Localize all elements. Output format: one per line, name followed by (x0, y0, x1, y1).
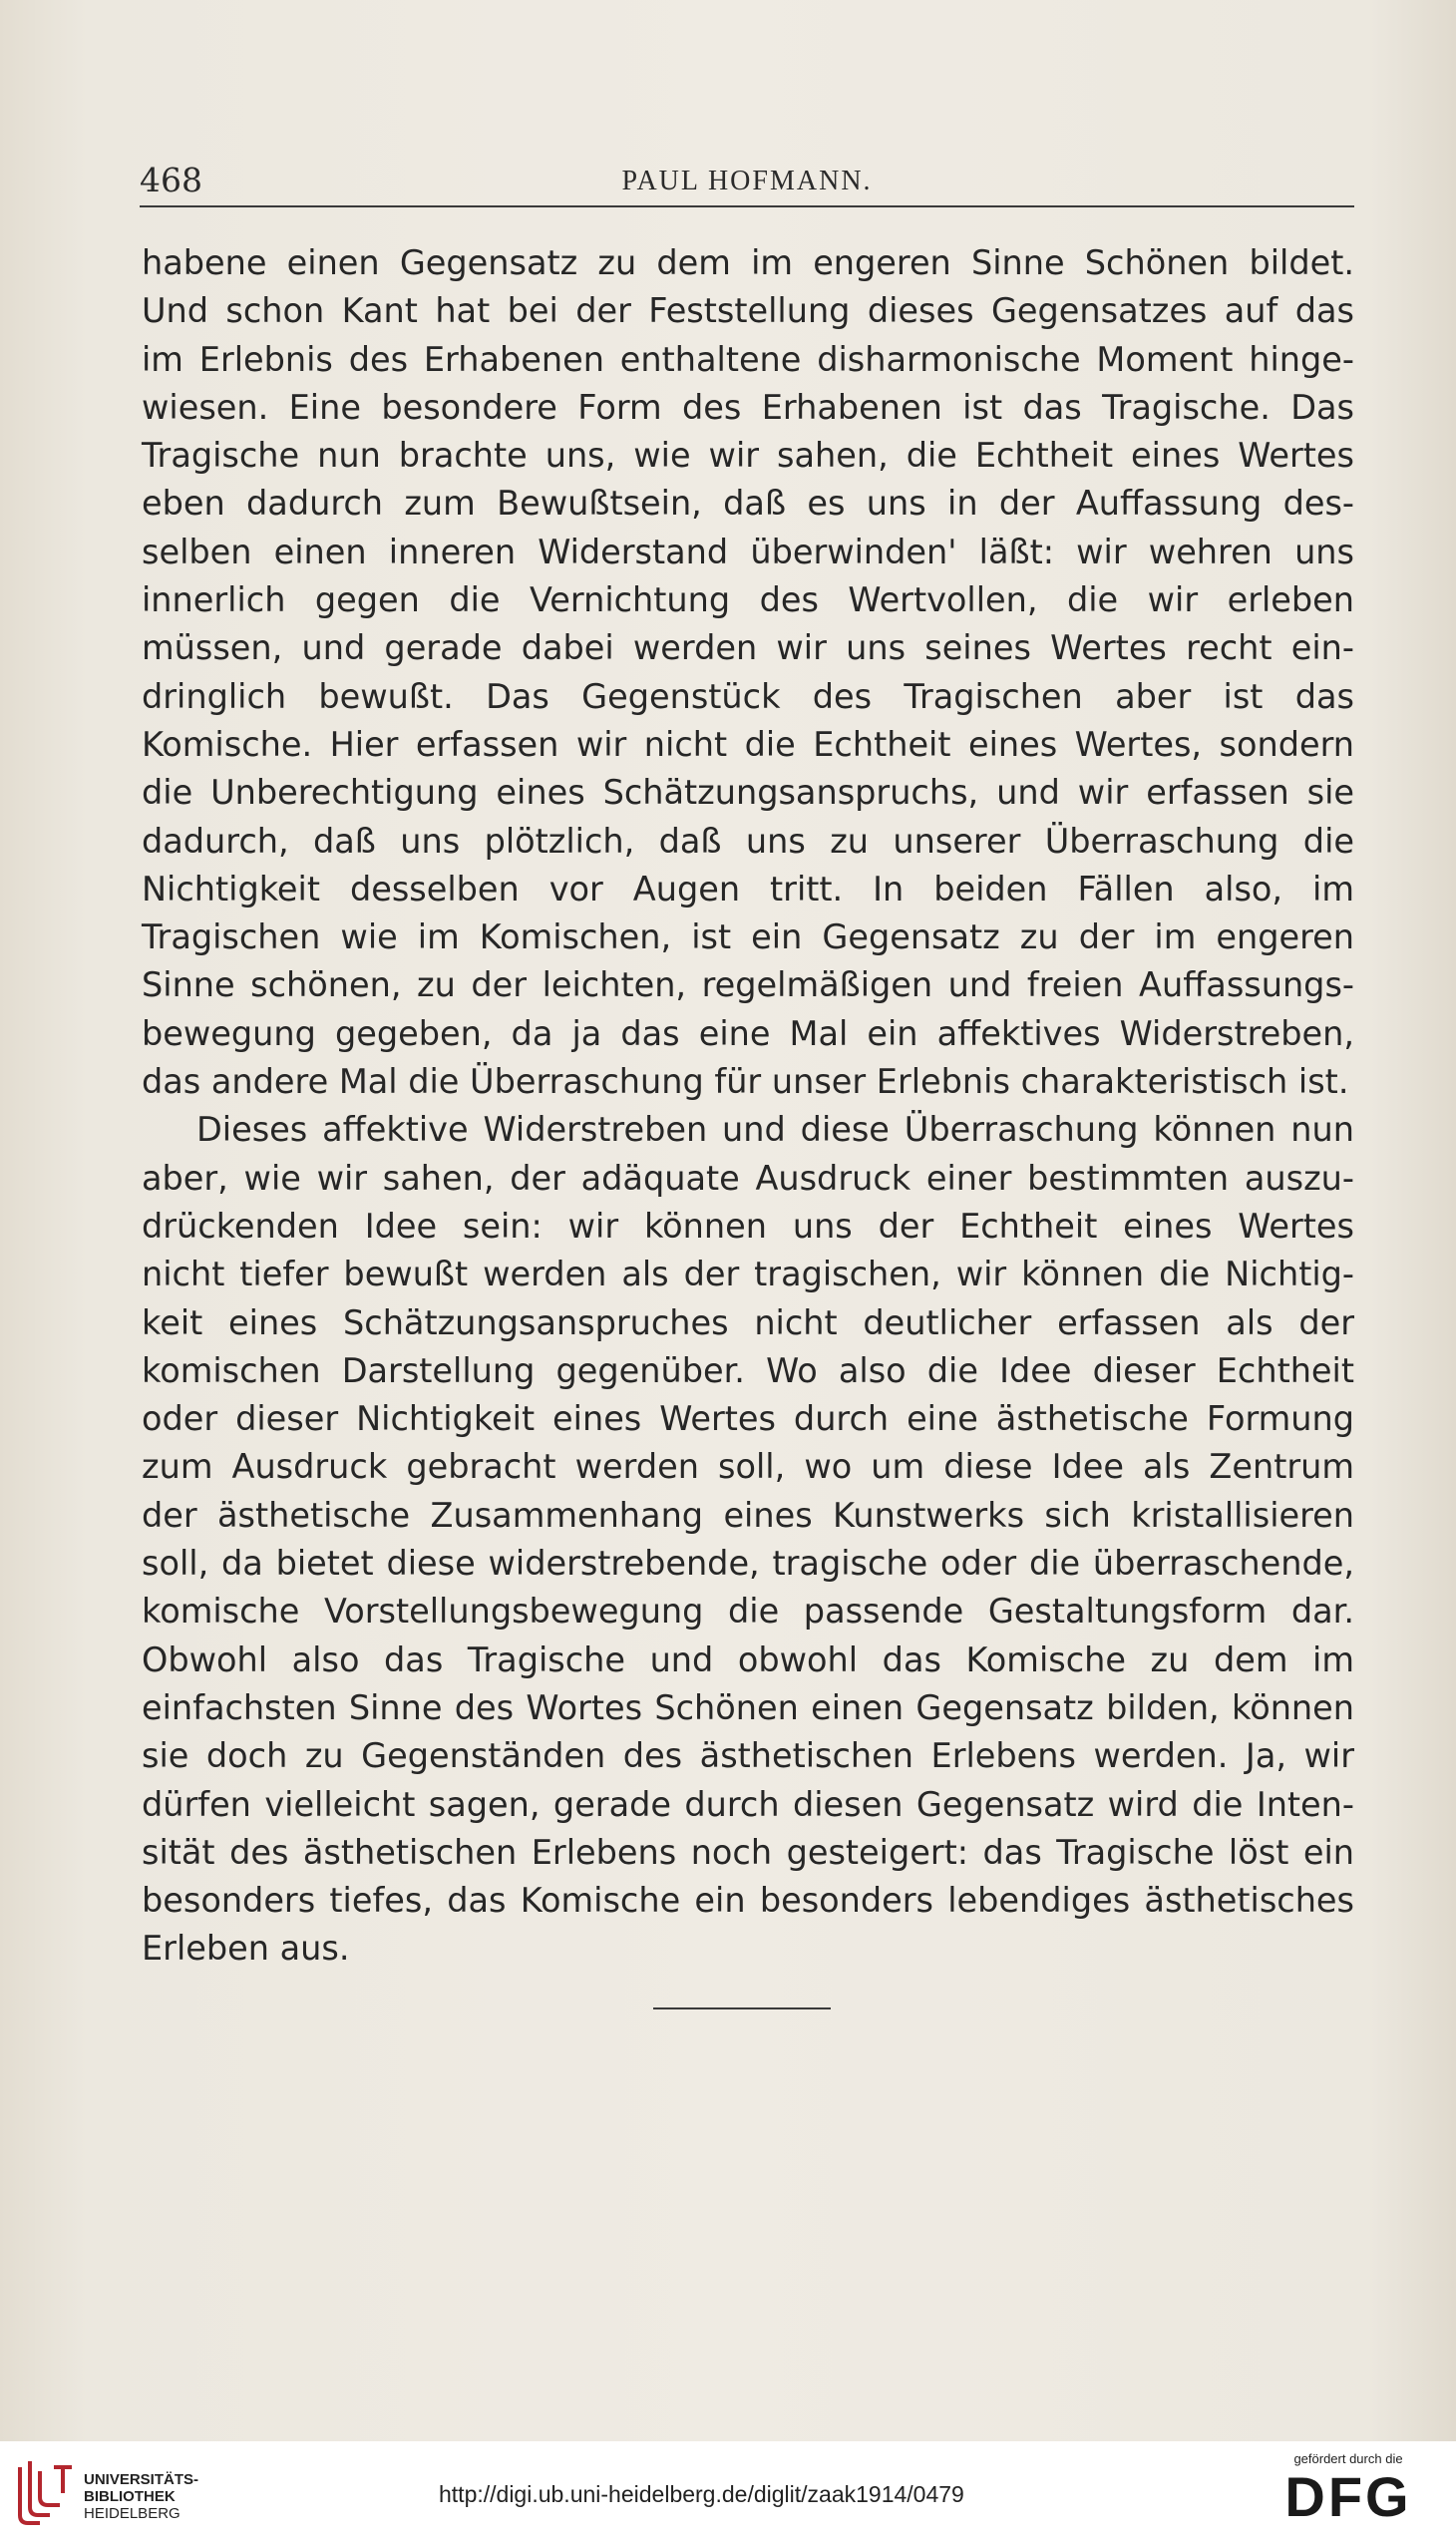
text-line: Und schon Kant hat bei der Feststellung dieses Gegensatzes auf das (142, 291, 1354, 331)
text-line: habene einen Gegensatz zu dem im engeren Sinne Schönen bildet. (142, 243, 1354, 282)
library-line-3: HEIDELBERG (84, 2505, 181, 2522)
paragraph-1 (142, 239, 1354, 1106)
text-line: sität des ästhetischen Erlebens noch gesteigert: das Tragische löst ein (142, 1832, 1354, 1872)
text-line: soll, da bietet diese widerstrebende, tragische oder die überraschende, (142, 1544, 1354, 1584)
text-line: keit eines Schätzungsanspruches nicht deutlicher erfassen als der (142, 1302, 1354, 1342)
text-line: nicht tiefer bewußt werden als der tragischen, wir können die Nichtig- (142, 1255, 1354, 1294)
body-text (142, 239, 1354, 1974)
text-line: selben einen inneren Widerstand überwinden' läßt: wir wehren uns (142, 532, 1354, 571)
text-line: Tragischen wie im Komischen, ist ein Gegensatz zu der im engeren (142, 917, 1354, 957)
text-line: Komische. Hier erfassen wir nicht die Echtheit eines Wertes, sondern (142, 724, 1354, 764)
library-line-1: UNIVERSITÄTS- (84, 2471, 199, 2488)
text-line: aber, wie wir sahen, der adäquate Ausdruck einer bestimmten auszu- (142, 1158, 1354, 1198)
text-line: besonders tiefes, das Komische ein besonders lebendiges ästhetisches (142, 1881, 1354, 1921)
text-line: drückenden Idee sein: wir können uns der Echtheit eines Wertes (142, 1206, 1354, 1246)
library-line-2: BIBLIOTHEK (84, 2488, 176, 2505)
text-line: Dieses affektive Widerstreben und diese Überraschung können nun (196, 1110, 1354, 1150)
paragraph-2 (142, 1106, 1354, 1973)
text-line: Obwohl also das Tragische und obwohl das Komische zu dem im (142, 1639, 1354, 1679)
text-line: komischen Darstellung gegenüber. Wo also die Idee dieser Echtheit (142, 1350, 1354, 1390)
text-line: bewegung gegeben, da ja das eine Mal ein affektives Widerstreben, (142, 1013, 1354, 1053)
text-line: Erleben aus. (142, 1929, 350, 1969)
text-line: das andere Mal die Überraschung für unser Erlebnis charakteristisch ist. (142, 1062, 1349, 1102)
text-line: einfachsten Sinne des Wortes Schönen einen Gegensatz bilden, können (142, 1687, 1354, 1727)
page-header (140, 150, 1354, 207)
running-head: PAUL HOFMANN. (621, 166, 873, 196)
library-name (84, 2471, 198, 2522)
footer-bar (0, 2441, 1456, 2546)
dfg-logo-icon: DFG (1284, 2465, 1412, 2528)
text-line: Nichtigkeit desselben vor Augen tritt. In beiden Fällen also, im (142, 869, 1354, 909)
funding-caption: gefördert durch die (1293, 2451, 1403, 2466)
text-line: komische Vorstellungsbewegung die passende Gestaltungsform dar. (142, 1592, 1354, 1632)
page-number: 468 (140, 161, 202, 199)
text-line: dürfen vielleicht sagen, gerade durch diesen Gegensatz wird die Inten- (142, 1784, 1354, 1824)
text-line: zum Ausdruck gebracht werden soll, wo um diese Idee als Zentrum (142, 1447, 1354, 1487)
text-line: im Erlebnis des Erhabenen enthaltene disharmonische Moment hinge- (142, 339, 1354, 379)
text-line: eben dadurch zum Bewußtsein, daß es uns in der Auffassung des- (142, 484, 1354, 524)
text-line: wiesen. Eine besondere Form des Erhabenen ist das Tragische. Das (142, 387, 1354, 427)
text-line: innerlich gegen die Vernichtung des Wertvollen, die wir erleben (142, 580, 1354, 620)
text-line: Sinne schönen, zu der leichten, regelmäßigen und freien Auffassungs- (142, 965, 1354, 1005)
funding-notice (1259, 2451, 1438, 2528)
text-line: oder dieser Nichtigkeit eines Wertes durch eine ästhetische Formung (142, 1399, 1354, 1439)
end-rule (653, 2007, 831, 2009)
text-line: dadurch, daß uns plötzlich, daß uns zu unserer Überraschung die (142, 821, 1354, 861)
permalink-url[interactable]: http://digi.ub.uni-heidelberg.de/diglit/zaak1914/0479 (439, 2481, 964, 2507)
text-line: dringlich bewußt. Das Gegenstück des Tragischen aber ist das (142, 676, 1354, 716)
text-line: die Unberechtigung eines Schätzungsanspruchs, und wir erfassen sie (142, 773, 1354, 813)
text-line: müssen, und gerade dabei werden wir uns seines Wertes recht ein- (142, 628, 1354, 668)
ub-heidelberg-logo-icon (14, 2457, 78, 2527)
text-line: der ästhetische Zusammenhang eines Kunstwerks sich kristallisieren (142, 1495, 1354, 1535)
text-line: sie doch zu Gegenständen des ästhetischen Erlebens werden. Ja, wir (142, 1736, 1354, 1776)
text-line: Tragische nun brachte uns, wie wir sahen, die Echtheit eines Wertes (142, 436, 1354, 476)
